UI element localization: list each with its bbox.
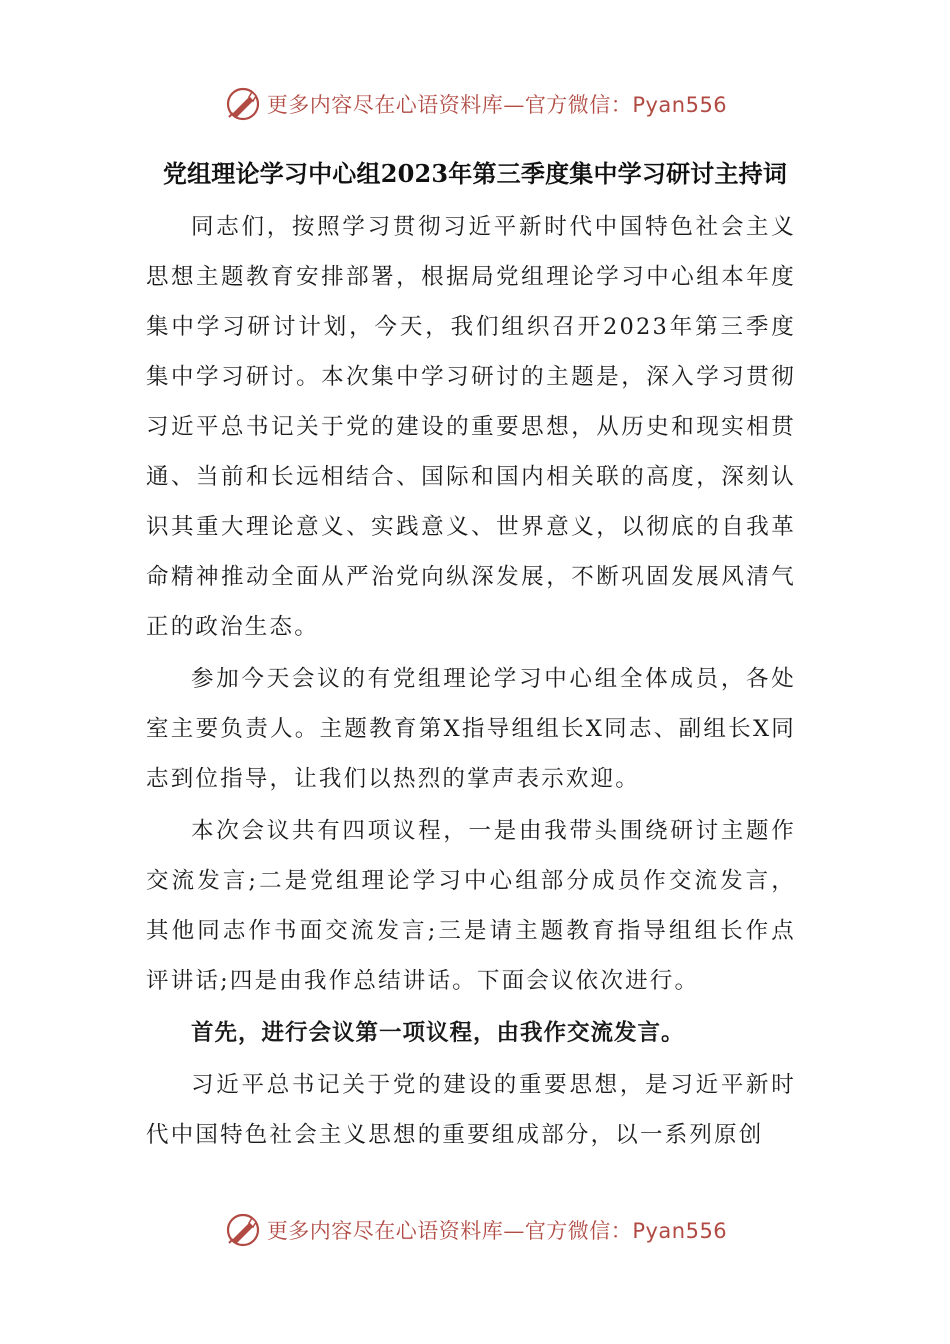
paragraph-attendees: 参加今天会议的有党组理论学习中心组全体成员，各处室主要负责人。主题教育第X指导组组长X同志、副组长X同志到位指导，让我们以热烈的掌声表示欢迎。 bbox=[146, 666, 796, 792]
paragraph-speech: 习近平总书记关于党的建设的重要思想，是习近平新时代中国特色社会主义思想的重要组成部分，以一系列原创 bbox=[146, 1072, 796, 1148]
pen-nib-logo-icon bbox=[223, 84, 263, 124]
watermark-banner-bottom bbox=[0, 1206, 950, 1254]
paragraph-intro: 同志们，按照学习贯彻习近平新时代中国特色社会主义思想主题教育安排部署，根据局党组理论学习中心组本年度集中学习研讨计划，今天，我们组织召开2023年第三季度集中学习研讨。本次集中学习研讨的主题是，深入学习贯彻习近平总书记关于党的建设的重要思想，从历史和现实相贯通、当前和长远相结合、国际和国内相关联的高度，深刻认识其重大理论意义、实践意义、世界意义，以彻底的自我革命精神推动全面从严治党向纵深发展，不断巩固发展风清气正的政治生态。 bbox=[146, 214, 796, 640]
document-body bbox=[146, 202, 796, 1162]
watermark-text: 更多内容尽在心语资料库—官方微信：Pyan556 bbox=[266, 1219, 728, 1243]
paragraph-first-item: 首先，进行会议第一项议程，由我作交流发言。 bbox=[191, 1020, 685, 1046]
watermark-text: 更多内容尽在心语资料库—官方微信：Pyan556 bbox=[266, 93, 728, 117]
document-title: 党组理论学习中心组2023年第三季度集中学习研讨主持词 bbox=[162, 159, 788, 188]
paragraph-agenda: 本次会议共有四项议程，一是由我带头围绕研讨主题作交流发言;二是党组理论学习中心组部分成员作交流发言，其他同志作书面交流发言;三是请主题教育指导组组长作点评讲话;四是由我作总结讲话。下面会议依次进行。 bbox=[146, 818, 796, 994]
watermark-banner-top bbox=[0, 80, 950, 128]
pen-nib-logo-icon bbox=[223, 1210, 263, 1250]
